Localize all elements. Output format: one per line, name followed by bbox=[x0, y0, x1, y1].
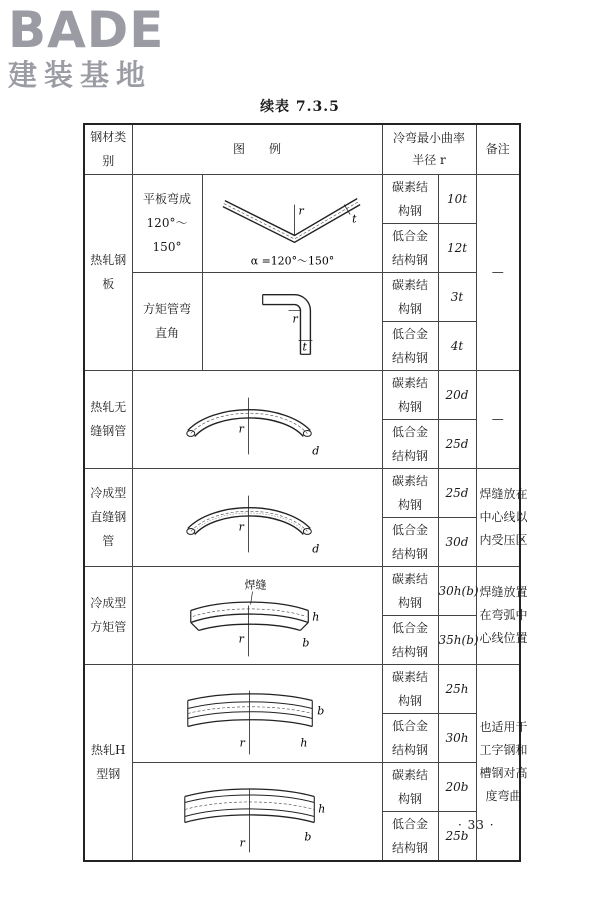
sublabel-flat-plate: 平板弯成120°～150° bbox=[132, 174, 202, 272]
steel-carbon: 碳素结构钢 bbox=[382, 272, 438, 321]
table-row bbox=[84, 174, 520, 223]
header-radius: 冷弯最小曲率半径 r bbox=[382, 124, 476, 174]
figure-rect-tube bbox=[132, 566, 382, 664]
brand-logo bbox=[8, 1, 165, 92]
svg-text:r: r bbox=[239, 735, 245, 749]
steel-carbon: 碳素结构钢 bbox=[382, 370, 438, 419]
weld-label: 焊缝 bbox=[244, 578, 266, 592]
logo-text: BADE bbox=[8, 1, 165, 59]
figure-seamless-tube bbox=[132, 370, 382, 468]
radius-value: 20b bbox=[438, 762, 476, 811]
table-row bbox=[84, 468, 520, 517]
steel-alloy: 低合金结构钢 bbox=[382, 615, 438, 664]
svg-text:r: r bbox=[292, 311, 298, 325]
figure-welded-tube bbox=[132, 468, 382, 566]
svg-text:b: b bbox=[301, 635, 309, 649]
svg-text:r: r bbox=[238, 631, 244, 645]
steel-carbon: 碳素结构钢 bbox=[382, 174, 438, 223]
steel-alloy: 低合金结构钢 bbox=[382, 517, 438, 566]
steel-alloy: 低合金结构钢 bbox=[382, 713, 438, 762]
radius-value: 30d bbox=[438, 517, 476, 566]
remark-h-beam: 也适用于工字钢和槽钢对高度弯曲 bbox=[476, 664, 520, 861]
steel-alloy: 低合金结构钢 bbox=[382, 811, 438, 861]
category-hot-plate: 热轧钢板 bbox=[84, 174, 132, 370]
welded-tube-diagram bbox=[133, 469, 382, 566]
category-seamless: 热轧无缝钢管 bbox=[84, 370, 132, 468]
category-cold-round: 冷成型直缝钢管 bbox=[84, 468, 132, 566]
header-row bbox=[84, 124, 520, 174]
table-row bbox=[84, 762, 520, 811]
figure-rect-tube-bend bbox=[202, 272, 382, 370]
radius-value: 25h bbox=[438, 664, 476, 713]
seamless-tube-diagram bbox=[133, 371, 382, 468]
radius-value: 4t bbox=[438, 321, 476, 370]
svg-text:h: h bbox=[299, 735, 307, 749]
radius-value: 25b bbox=[438, 811, 476, 861]
h-beam-edge-diagram bbox=[133, 763, 382, 860]
radius-value: 3t bbox=[438, 272, 476, 321]
radius-value: 35h(b) bbox=[438, 615, 476, 664]
figure-h-beam-flat bbox=[132, 664, 382, 762]
category-h-beam: 热轧H型钢 bbox=[84, 664, 132, 861]
h-beam-flat-diagram bbox=[133, 665, 382, 762]
remark-seamless: — bbox=[476, 370, 520, 468]
steel-carbon: 碳素结构钢 bbox=[382, 762, 438, 811]
figure-bent-plate bbox=[202, 174, 382, 272]
sublabel-rect-tube: 方矩管弯直角 bbox=[132, 272, 202, 370]
svg-text:t: t bbox=[301, 339, 307, 353]
header-category: 钢材类别 bbox=[84, 124, 132, 174]
table-row bbox=[84, 370, 520, 419]
figure-h-beam-edge bbox=[132, 762, 382, 861]
bending-radius-table bbox=[83, 123, 528, 862]
steel-carbon: 碳素结构钢 bbox=[382, 566, 438, 615]
header-figure: 图 例 bbox=[132, 124, 382, 174]
svg-text:b: b bbox=[303, 829, 311, 843]
svg-text:r: r bbox=[238, 519, 244, 533]
radius-value: 25d bbox=[438, 419, 476, 468]
rect-tube-diagram bbox=[133, 567, 382, 664]
table-row bbox=[84, 664, 520, 713]
table-row bbox=[84, 566, 520, 615]
angle-label: α =120°～150° bbox=[250, 253, 334, 267]
svg-text:d: d bbox=[311, 443, 319, 457]
svg-text:h: h bbox=[311, 609, 319, 623]
table-caption: 续表 7.3.5 bbox=[260, 99, 340, 115]
page-number: · 33 · bbox=[458, 818, 495, 832]
logo-subtitle: 建装基地 bbox=[8, 58, 153, 92]
radius-value: 30h(b) bbox=[438, 566, 476, 615]
steel-alloy: 低合金结构钢 bbox=[382, 321, 438, 370]
svg-text:t: t bbox=[351, 212, 357, 226]
steel-alloy: 低合金结构钢 bbox=[382, 419, 438, 468]
steel-alloy: 低合金结构钢 bbox=[382, 223, 438, 272]
bent-plate-diagram bbox=[203, 175, 382, 272]
header-remark: 备注 bbox=[476, 124, 520, 174]
radius-value: 12t bbox=[438, 223, 476, 272]
radius-value: 20d bbox=[438, 370, 476, 419]
category-cold-rect: 冷成型方矩管 bbox=[84, 566, 132, 664]
svg-text:d: d bbox=[311, 541, 319, 555]
steel-carbon: 碳素结构钢 bbox=[382, 664, 438, 713]
svg-text:r: r bbox=[239, 835, 245, 849]
radius-value: 10t bbox=[438, 174, 476, 223]
rect-tube-bend-diagram bbox=[203, 273, 382, 370]
svg-text:b: b bbox=[316, 703, 324, 717]
svg-text:h: h bbox=[317, 801, 325, 815]
remark-cold-round: 焊缝放在中心线以内受压区 bbox=[476, 468, 520, 566]
steel-carbon: 碳素结构钢 bbox=[382, 468, 438, 517]
remark-cold-rect: 焊缝放置在弯弧中心线位置 bbox=[476, 566, 520, 664]
radius-value: 25d bbox=[438, 468, 476, 517]
radius-value: 30h bbox=[438, 713, 476, 762]
svg-text:r: r bbox=[238, 421, 244, 435]
table-row bbox=[84, 272, 520, 321]
remark-hot-plate: — bbox=[476, 174, 520, 370]
svg-text:r: r bbox=[297, 204, 304, 218]
